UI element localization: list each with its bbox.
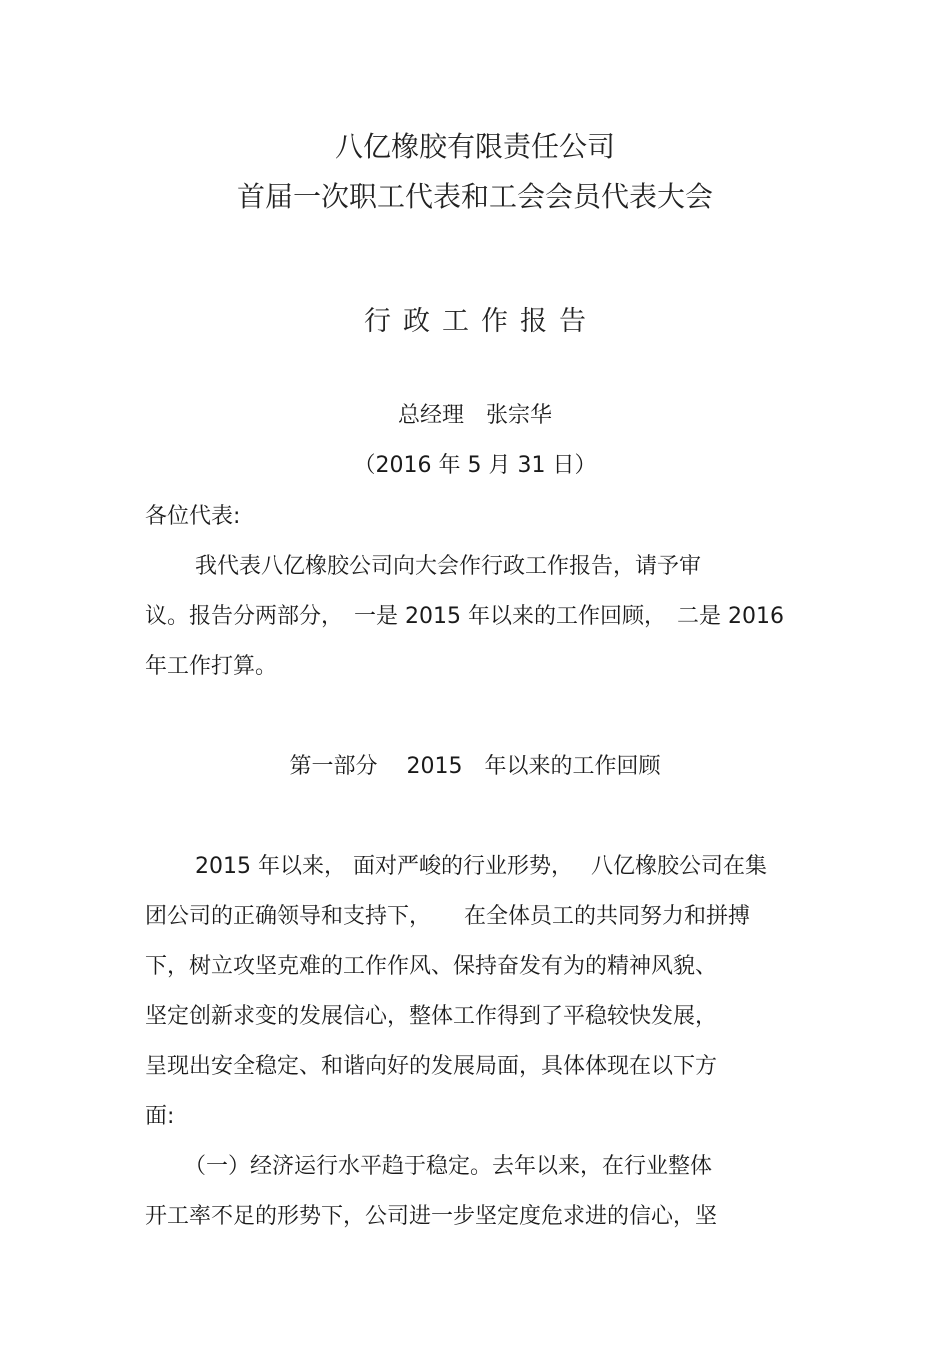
paragraph-line: 团公司的正确领导和支持下， 在全体员工的共同努力和拼搏 [145, 904, 751, 929]
report-title: 行政工作报告 [364, 306, 598, 337]
paragraph-line: 坚定创新求变的发展信心，整体工作得到了平稳较快发展， [145, 1004, 718, 1029]
meeting-title: 首届一次职工代表和工会会员代表大会 [236, 180, 713, 213]
paragraph-line: 开工率不足的形势下，公司进一步坚定度危求进的信心，坚 [145, 1204, 718, 1229]
paragraph-line: （一）经济运行水平趋于稳定。去年以来，在行业整体 [184, 1154, 713, 1179]
paragraph-line: 呈现出安全稳定、和谐向好的发展局面，具体体现在以下方 [145, 1054, 718, 1079]
company-title: 八亿橡胶有限责任公司 [334, 130, 615, 163]
intro-line-1: 我代表八亿橡胶公司向大会作行政工作报告，请予审 [195, 554, 702, 579]
paragraph-line: 面: [145, 1104, 175, 1129]
intro-line-2: 议。报告分两部分， 一是 2015 年以来的工作回顾， 二是 2016 [145, 604, 784, 629]
intro-line-3: 年工作打算。 [145, 654, 278, 679]
report-date: （2016 年 5 月 31 日） [353, 453, 597, 478]
section-heading: 第一部分 2015 年以来的工作回顾 [289, 754, 661, 779]
report-author: 总经理 张宗华 [397, 403, 552, 428]
paragraph-line: 2015 年以来， 面对严峻的行业形势， 八亿橡胶公司在集 [195, 854, 767, 879]
salutation: 各位代表: [145, 504, 241, 529]
paragraph-line: 下，树立攻坚克难的工作作风、保持奋发有为的精神风貌、 [145, 954, 718, 979]
